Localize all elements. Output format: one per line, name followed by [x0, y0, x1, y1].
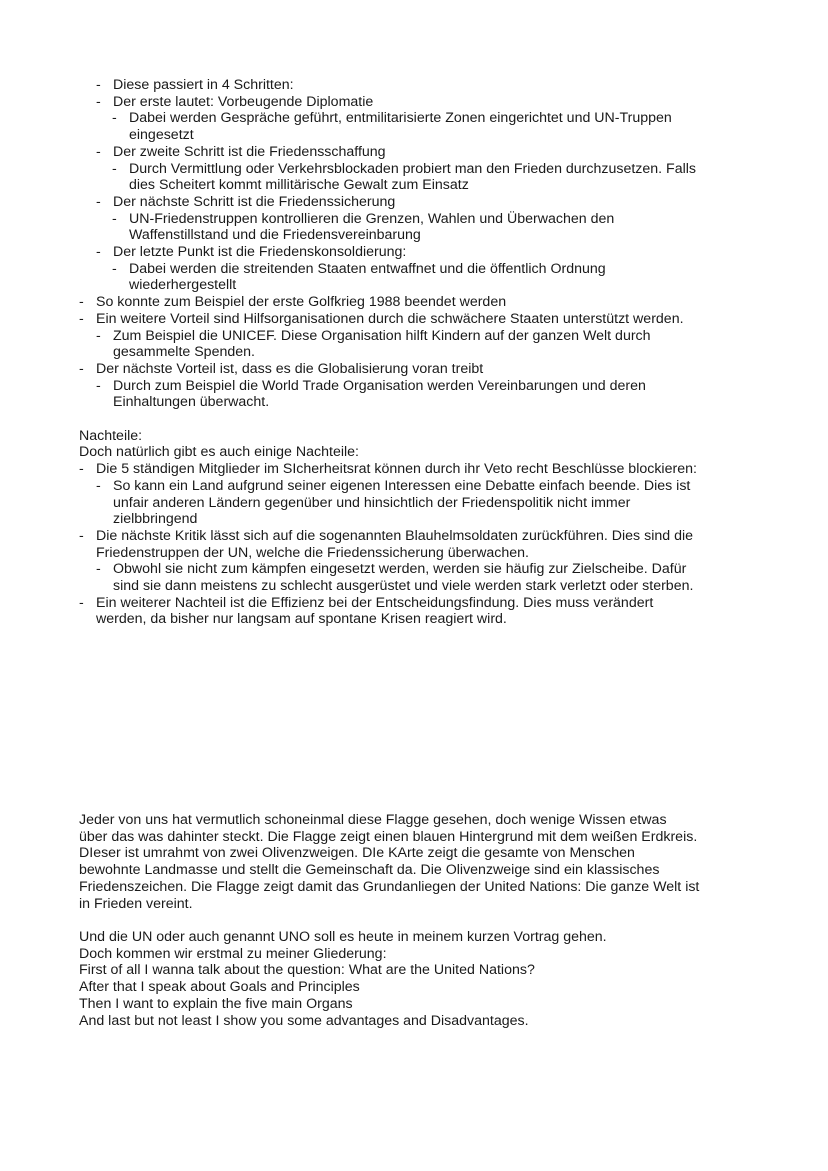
list-item: [0, 144, 828, 161]
section-heading-text: Nachteile: Doch natürlich gibt es auch einige Nachteile:: [79, 427, 359, 461]
dash-bullet-icon: -: [96, 327, 101, 344]
dash-bullet-icon: -: [79, 594, 84, 611]
list-item-text: Dabei werden die streitenden Staaten entwaffnet und die öffentlich Ordnung wiederhergestellt: [129, 260, 606, 294]
list-item: [0, 528, 828, 561]
list-item: [0, 294, 828, 311]
dash-bullet-icon: -: [96, 193, 101, 210]
list-item-text: Der nächste Schritt ist die Friedenssicherung: [113, 193, 396, 210]
dash-bullet-icon: -: [79, 461, 84, 478]
list-item-text: Der erste lautet: Vorbeugende Diplomatie: [113, 93, 374, 110]
list-item-text: So konnte zum Beispiel der erste Golfkrieg 1988 beendet werden: [96, 294, 507, 311]
dash-bullet-icon: -: [96, 143, 101, 160]
flag-paragraph: Jeder von uns hat vermutlich schoneinmal diese Flagge gesehen, doch wenige Wissen etwas über das was dahinter steckt. Die Flagge zeigt einen blauen Hintergrund mit dem weißen Erdkreis. DIeser ist umrahmt von zwei Olivenzweigen. DIe KArte zeigt die gesamte von Menschen bewohnte Landmasse und stellt die Gemeinschaft da. Die Olivenzweige sind ein klassisches Friedenszeichen. Die Flagge zeigt damit das Grundanliegen der United Nations: Die ganze Welt ist in Frieden vereint.: [79, 812, 700, 912]
list-item-text: Der zweite Schritt ist die Friedensschaffung: [113, 143, 386, 160]
list-item-text: Durch Vermittlung oder Verkehrsblockaden probiert man den Frieden durchzusetzen. Falls dies Scheitert kommt millitärische Gewalt zum Einsatz: [129, 160, 697, 194]
list-item-text: Obwohl sie nicht zum kämpfen eingesetzt werden, werden sie häufig zur Zielscheibe. Dafür sind sie dann meistens zu schlecht ausgerüstet und viele werden stark verletzt oder sterben.: [113, 561, 694, 595]
list-item-text: Die 5 ständigen Mitglieder im SIcherheitsrat können durch ihr Veto recht Beschlüsse blockieren:: [96, 461, 697, 478]
dash-bullet-icon: -: [112, 110, 117, 127]
list-item: [0, 261, 828, 294]
list-item-text: Durch zum Beispiel die World Trade Organisation werden Vereinbarungen und deren Einhaltungen überwacht.: [113, 377, 646, 411]
spacer: [0, 411, 828, 428]
list-item: [0, 311, 828, 328]
list-item: [0, 328, 828, 361]
dash-bullet-icon: -: [96, 77, 101, 93]
list-item-text: Ein weitere Vorteil sind Hilfsorganisationen durch die schwächere Staaten unterstützt werden.: [96, 310, 684, 327]
dash-bullet-icon: -: [79, 310, 84, 327]
dash-bullet-icon: -: [96, 561, 101, 578]
list-item: [0, 244, 828, 261]
list-item-text: Der nächste Vorteil ist, dass es die Globalisierung voran treibt: [96, 360, 484, 377]
list-item-text: Der letzte Punkt ist die Friedenskonsoldierung:: [113, 244, 407, 261]
list-item: [0, 595, 828, 628]
list-item-text: Zum Beispiel die UNICEF. Diese Organisation hilft Kindern auf der ganzen Welt durch gesammelte Spenden.: [113, 327, 651, 361]
outline-paragraph: Und die UN oder auch genannt UNO soll es heute in meinem kurzen Vortrag gehen. Doch kommen wir erstmal zu meiner Gliederung: First of all I wanna talk about the question: What are the United Nations? After that I speak about Goals and Principles Then I want to explain the five main Organs And last but not least I show you some advantages and Disadvantages.: [79, 929, 607, 1029]
list-item: [0, 94, 828, 111]
dash-bullet-icon: -: [112, 260, 117, 277]
dash-bullet-icon: -: [79, 360, 84, 377]
dash-bullet-icon: -: [96, 377, 101, 394]
dash-bullet-icon: -: [112, 210, 117, 227]
dash-bullet-icon: -: [79, 294, 84, 311]
list-item: [0, 110, 828, 143]
list-item-text: So kann ein Land aufgrund seiner eigenen Interessen eine Debatte einfach beende. Dies ist unfair anderen Ländern gegenüber und hinsichtlich der Friedenspolitik nicht immer zielbbringend: [113, 477, 691, 528]
list-item: [0, 478, 828, 528]
dash-bullet-icon: -: [112, 160, 117, 177]
list-item-text: Dabei werden Gespräche geführt, entmilitarisierte Zonen eingerichtet und UN-Truppen eingesetzt: [129, 110, 672, 144]
list-item: [0, 461, 828, 478]
dash-bullet-icon: -: [96, 93, 101, 110]
list-item: [0, 378, 828, 411]
list-item-text: Ein weiterer Nachteil ist die Effizienz bei der Entscheidungsfindung. Dies muss verändert werden, da bisher nur langsam auf spontane Krisen reagiert wird.: [96, 594, 654, 628]
list-item: [0, 194, 828, 211]
list-item: [0, 211, 828, 244]
list-item-text: UN-Friedenstruppen kontrollieren die Grenzen, Wahlen und Überwachen den Waffenstillstand und die Friedensvereinbarung: [129, 210, 615, 244]
list-item: [0, 561, 828, 594]
list-item: [0, 361, 828, 378]
dash-bullet-icon: -: [79, 527, 84, 544]
list-item-text: Die nächste Kritik lässt sich auf die sogenannten Blauhelmsoldaten zurückführen. Dies sind die Friedenstruppen der UN, welche die Friedenssicherung überwachen.: [96, 527, 693, 561]
dash-bullet-icon: -: [96, 477, 101, 494]
section-heading: [0, 428, 828, 461]
list-item-text: Diese passiert in 4 Schritten:: [113, 77, 294, 93]
bullet-list: [0, 77, 828, 628]
dash-bullet-icon: -: [96, 244, 101, 261]
list-item: [0, 77, 828, 94]
list-item: [0, 161, 828, 194]
